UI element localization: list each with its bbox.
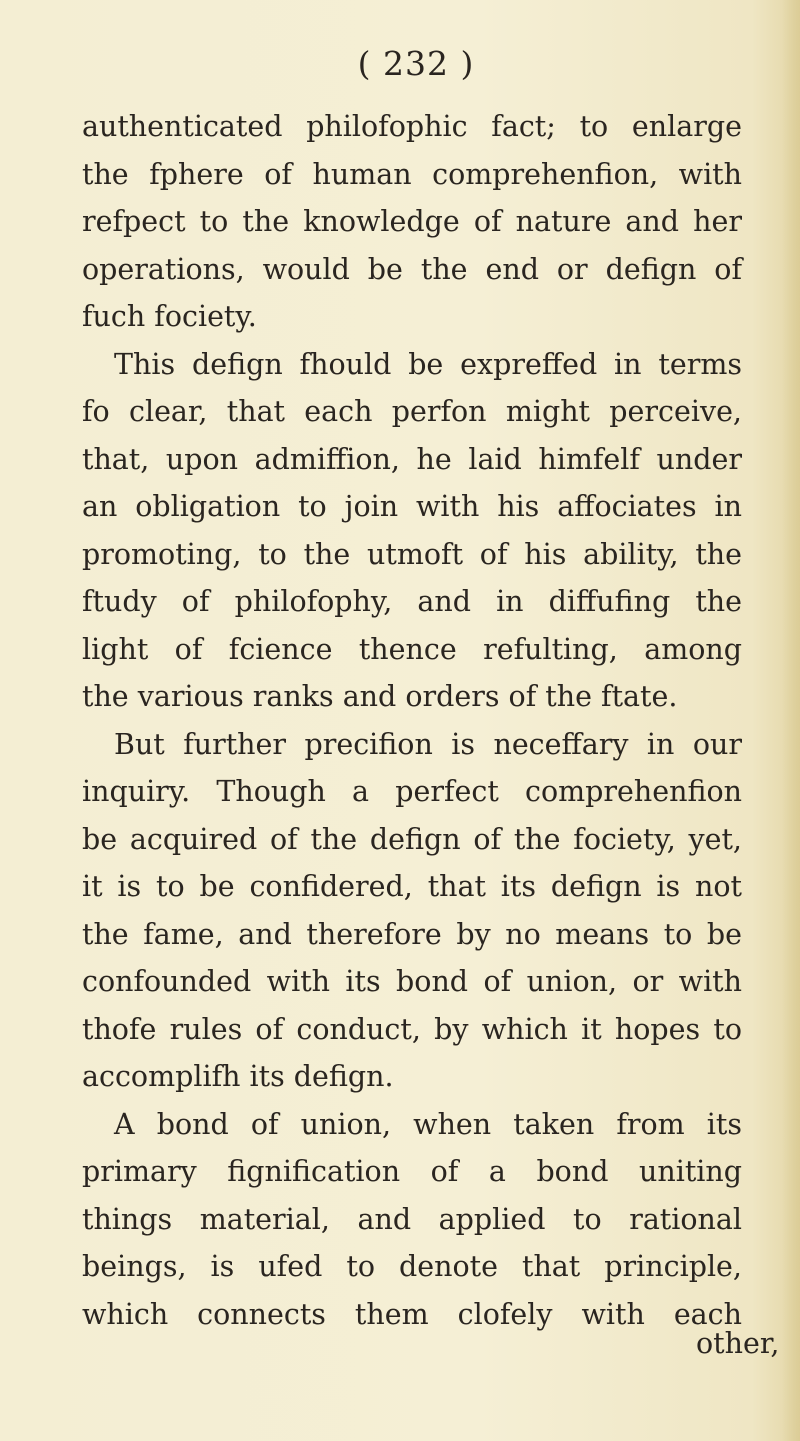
text-line: beings, is ufed to denote that principle, <box>82 1250 742 1283</box>
text-line: fo clear, that each perfon might perceive, <box>82 395 742 428</box>
text-line: promoting, to the utmoft of his ability, the <box>82 537 742 571</box>
text-line: thofe rules of conduct, by which it hopes to <box>82 1012 742 1046</box>
text-line: This defign fhould be expreffed in terms <box>114 347 742 381</box>
text-line: the various ranks and orders of the ftate. <box>82 680 678 713</box>
text-line: But further precifion is neceffary in our <box>114 727 742 761</box>
text-line: refpect to the knowledge of nature and her <box>82 205 742 238</box>
text-line: confounded with its bond of union, or with <box>82 965 742 998</box>
text-line: the fphere of human comprehenfion, with <box>82 157 742 191</box>
text-line: things material, and applied to rational <box>82 1202 742 1236</box>
page-number: ( 232 ) <box>357 44 475 83</box>
text-line: it is to be confidered, that its defign is not <box>82 870 742 903</box>
text-line: light of fcience thence refulting, among <box>82 632 742 666</box>
catchword: other, <box>696 1327 780 1360</box>
text-line: that, upon admiffion, he laid himfelf under <box>82 442 742 476</box>
text-line: operations, would be the end or defign of <box>82 252 742 286</box>
page-edge <box>782 0 800 1441</box>
text-line: authenticated philofophic fact; to enlarge <box>82 110 742 143</box>
body-text <box>82 103 742 1338</box>
text-line: accomplifh its defign. <box>82 1060 394 1093</box>
text-line: which connects them clofely with each <box>82 1297 742 1331</box>
text-line: fuch fociety. <box>82 300 257 333</box>
text-line: ftudy of philofophy, and in diffufing the <box>82 585 742 618</box>
text-line: the fame, and therefore by no means to be <box>82 917 742 951</box>
text-line: inquiry. Though a perfect comprehenfion <box>82 775 742 808</box>
text-line: an obligation to join with his affociates in <box>82 490 742 523</box>
text-line: primary fignification of a bond uniting <box>82 1155 742 1188</box>
text-line: A bond of union, when taken from its <box>114 1107 742 1141</box>
text-line: be acquired of the defign of the fociety, yet, <box>82 822 742 856</box>
